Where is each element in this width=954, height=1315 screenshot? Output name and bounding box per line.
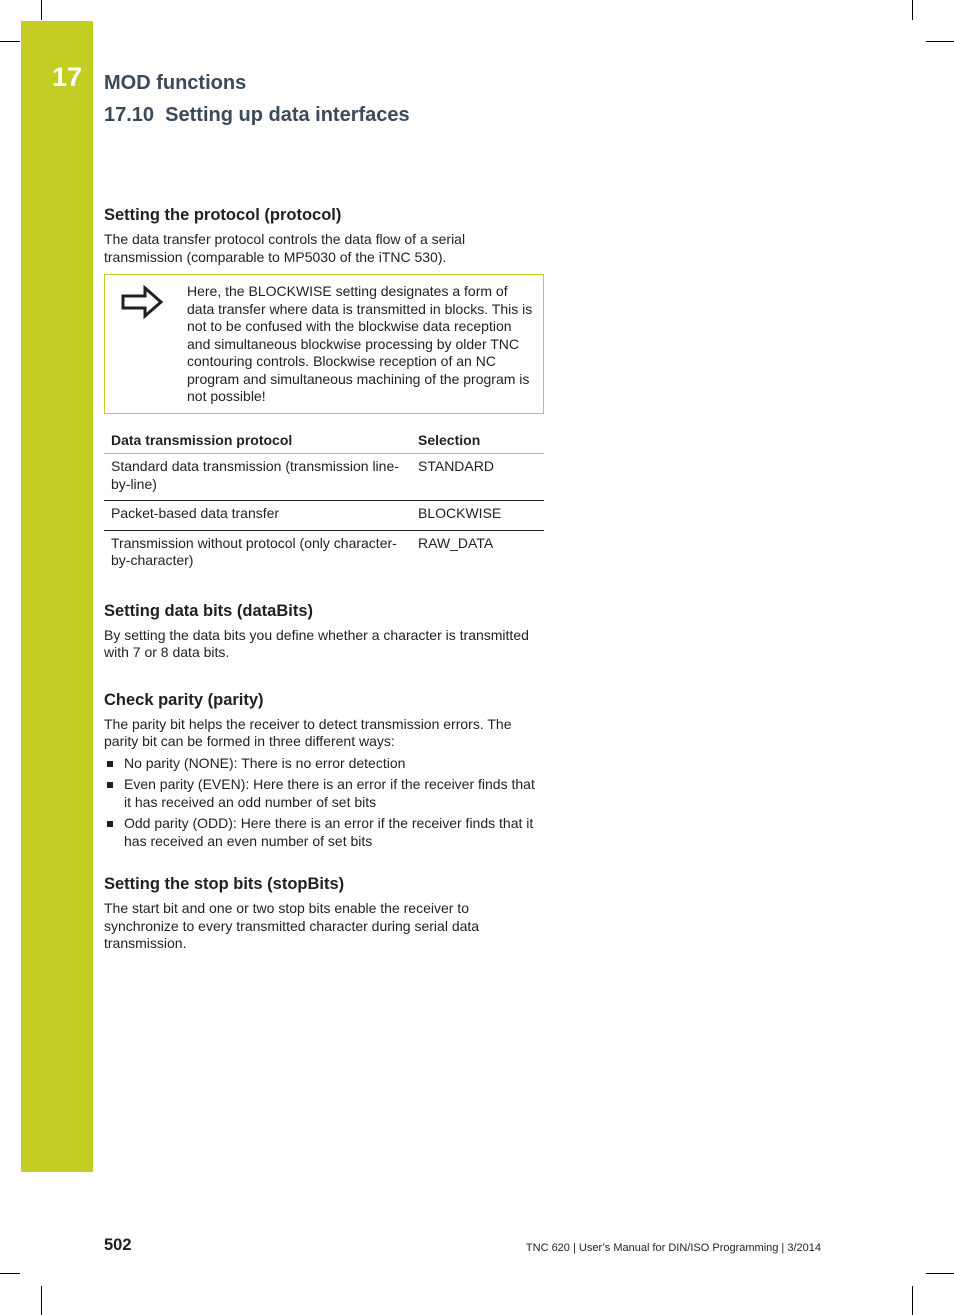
list-item: No parity (NONE): There is no error detection [104,755,544,773]
table-cell: STANDARD [411,454,544,501]
main-content [104,205,544,953]
chapter-number: 17 [52,62,83,92]
stopbits-section [104,874,544,953]
crop-mark [41,1286,42,1315]
protocol-heading: Setting the protocol (protocol) [104,206,342,224]
crop-mark [41,0,42,20]
table-cell: Transmission without protocol (only character-by-character) [111,534,397,568]
page-number: 502 [104,1236,132,1254]
table-header-selection: Selection [411,426,544,454]
table-cell: RAW_DATA [418,534,494,551]
crop-mark [0,41,20,42]
section-title: 17.10 Setting up data interfaces [104,104,410,126]
crop-mark [0,1273,20,1274]
protocol-intro: The data transfer protocol controls the data flow of a serial transmission (comparable to MP5030 of the iTNC 530). [104,231,466,265]
list-item: Odd parity (ODD): Here there is an error if the receiver finds that it has received an even number of set bits [104,815,544,850]
crop-mark [926,1273,954,1274]
arrow-right-icon [121,285,165,319]
note-text: Here, the BLOCKWISE setting designates a form of data transfer where data is transmitted in blocks. This is not to be confused with the blockwise data reception and simultaneous blockwise processing by older TNC contouring controls. Blockwise reception of an NC program and simultaneous machining of the program is not possible! [187,283,533,404]
bullet-icon [107,782,113,788]
crop-mark [912,0,913,20]
table-cell: BLOCKWISE [411,501,544,531]
parity-list [104,755,544,851]
table-row [104,530,544,577]
databits-section [104,601,544,662]
chapter-sidebar [21,21,93,1172]
databits-text: By setting the data bits you define whether a character is transmitted with 7 or 8 data bits. [104,626,529,660]
parity-section [104,690,544,851]
crop-mark [912,1286,913,1315]
bullet-icon [107,761,113,767]
footer-text: TNC 620 | User’s Manual for DIN/ISO Programming | 3/2014 [525,1242,821,1254]
table-header-protocol: Data transmission protocol [104,426,411,454]
parity-text: The parity bit helps the receiver to detect transmission errors. The parity bit can be formed in three different ways: [104,715,512,749]
table-cell: Standard data transmission (transmission line-by-line) [104,454,411,501]
table-row [104,454,544,501]
crop-mark [926,41,954,42]
parity-heading: Check parity (parity) [104,690,264,709]
table-row [104,501,544,531]
bullet-icon [107,821,113,827]
chapter-title: MOD functions [104,72,247,94]
stopbits-text: The start bit and one or two stop bits enable the receiver to synchronize to every transmitted character during serial data transmission. [104,900,480,951]
list-item: Even parity (EVEN): Here there is an error if the receiver finds that it has received an odd number of set bits [104,776,544,811]
protocol-table [104,426,544,577]
stopbits-heading: Setting the stop bits (stopBits) [104,875,345,893]
databits-heading: Setting data bits (dataBits) [104,601,314,620]
table-cell: Packet-based data transfer [104,501,411,531]
note-box [104,274,544,414]
